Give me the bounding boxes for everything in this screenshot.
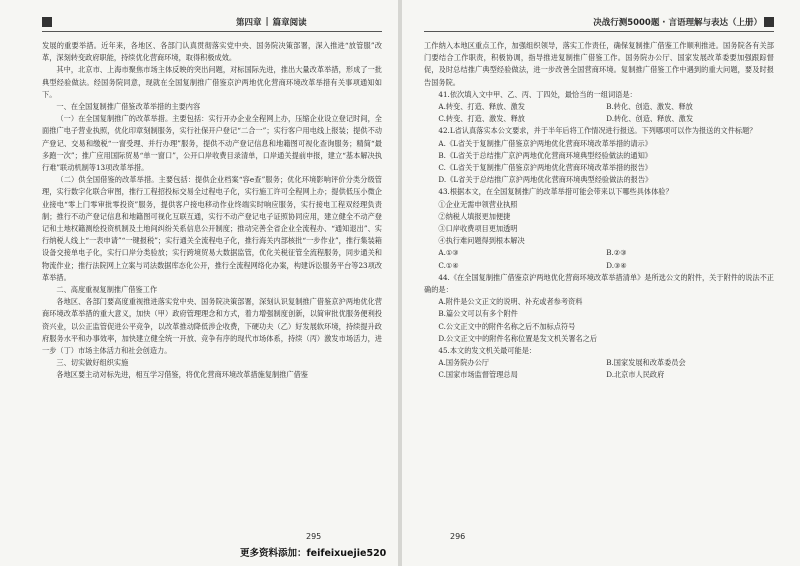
option-row [424,247,774,259]
option: D.北京市人民政府 [606,370,665,380]
question-stem: 42.L省认真落实本公文要求，并于半年后将工作情况进行报送。下列哪项可以作为报送的文件标题？ [438,126,757,136]
footer-contact-text: 更多资料添加：feifeixuejie520 [240,548,387,559]
left-header-marker [42,14,52,30]
statement-item: ④执行难问题得到根本解决 [438,236,525,246]
option: D.③④ [606,260,627,270]
option: A.《L省关于复制推广借鉴京沪两地优化营商环境改革举措的请示》 [438,138,652,148]
section-heading: 二、高度重视复制推广借鉴工作 [56,285,158,295]
statement-item: ③口岸收费项目更加透明 [438,224,518,234]
section-heading: 三、切实做好组织实施 [56,358,129,368]
option: D.《L省关于总结推广京沪两地优化营商环境典型经验做法的报告》 [438,175,653,185]
question-stem: 43.根据本文，在全国复制推广的改革举措可能会带来以下哪些具体体验？ [438,187,673,197]
header-book-title: 决战行测5000题 · 言语理解与表达（上册） [593,18,762,28]
option: A.①③ [438,248,459,258]
right-page-body [424,40,774,382]
page-number: 295 [306,532,322,541]
left-page-body [42,40,382,382]
option-row [424,101,774,113]
option-row [424,113,774,125]
paragraph: 发展的重要举措。近年来，各地区、各部门认真贯彻落实党中央、国务院决策部署，深入推进“放管服”改革，深刻转变政府职能，持续优化营商环境，取得积极成效。 [42,41,382,63]
statement-item: ②纳税人填报更加便捷 [438,211,511,221]
option: B.国家发展和改革委员会 [606,358,686,368]
option: B.篇公文可以有多个附件 [438,309,518,319]
paragraph: 工作纳入本地区重点工作，加强组织领导，落实工作责任，确保复制推广借鉴工作顺利推进。国务院各有关部门要结合工作职责，积极协调，指导推进复制推广借鉴工作。国务院办公厅、国家发展改革委要加强跟踪督促，及时总结推广典型经验做法，进一步改善全国营商环境。复制推广借鉴工作中遇到的重大问题，要及时报告国务院。 [424,41,774,87]
question-stem: 41.依次填入文中甲、乙、丙、丁四处，最恰当的一组词语是： [438,89,637,99]
option: B.②③ [606,248,627,258]
header-rule [424,31,774,32]
right-header-marker [764,14,774,30]
right-header-title [424,14,762,30]
section-heading: 一、在全国复制推广借鉴改革举措的主要内容 [56,102,201,112]
option: B.《L省关于总结推广京沪两地优化营商环境典型经验做法的通知》 [438,150,652,160]
right-page [402,0,800,566]
option-row [424,260,774,272]
option: A.转变、打造、释放、激发 [438,102,525,112]
paragraph: 其中，北京市、上海市聚焦市场主体反映的突出问题，对标国际先进，推出大量改革举措，形成了一批典型经验做法。经国务院同意，现就在全国复制推广借鉴京沪两地优化营商环境改革举措有关事项通知如下。 [42,65,382,99]
option: B.转化、创造、激发、释放 [606,102,693,112]
option-row [424,357,774,369]
square-marker-icon [764,17,774,27]
question-stem: 44.《在全国复制推广借鉴京沪两地优化营商环境改革举措清单》是所选公文的附件，关于附件的说法不正确的是： [424,272,774,295]
option: C.国家市场监督管理总局 [438,370,518,380]
paragraph: （二）供全国借鉴的改革举措。主要包括：提供企业档案“容e查”服务；优化环境影响评价分类分级管理，实行数字化联合审图，推行工程招投标交易全过程电子化，实行施工许可全程网上办；提供低压小微企业接电“零上门零审批零投资”服务，提供客户接电移动作业终端实时响应服务，实行接电工程双经理负责制；推行不动产登记信息和地籍图可视化互联互通，实行不动产登记电子证照协同应用，建立健全不动产登记和土地权籍测绘投资机制及土地间纠纷关系信息公开制度；推动完善全省企业全流程办、“通知退出”、实行纳税人线上“一表申请”“一键报税”；实行通关全流程电子化，推行海关内部核批“一步作业”，推行集装箱设备交接单电子化，实行口岸分类验放；实行跨境贸易大数据监管，优化关税征管全流程服务，同步通关和物流作业；推行法院网上立案与司法数据库态化公开，推行全流程网络化办案，构建诉讼服务平台等23项改革举措。 [42,175,382,282]
option-row [424,369,774,381]
page-number: 296 [450,532,466,541]
option: C.《L省关于复制推广借鉴京沪两地优化营商环境改革举措的报告》 [438,163,652,173]
square-marker-icon [42,17,52,27]
option: D.转化、创造、释放、激发 [606,114,694,124]
left-page [0,0,398,566]
paragraph: 各地区要主动对标先进，相互学习借鉴，将优化营商环境改革措施复制推广借鉴 [56,370,308,380]
option: C.公文正文中的附件名称之后不加标点符号 [438,321,576,331]
header-rule [42,31,382,32]
option: C.转变、打造、激发、释放 [438,114,525,124]
paragraph: （一）在全国复制推广的改革举措。主要包括：实行开办企业全程网上办，压缩企业设立登记时间，全面推广电子营业执照，优化印章刻制服务，实行社保开户登记“二合一”；实行客户用电线上报装；提供不动产登记、交易和缴税“一窗受理、并行办理”服务，提供不动产登记信息和地籍图可视化查询服务；精简“最多跑一次”；推广应用国际贸易“单一窗口”，公开口岸收费目录清单，口岸通关提前申报，建立“基本解决执行难”联动机制等13项改革举措。 [42,114,382,173]
option: D.公文正文中的附件名称位置是发文机关署名之后 [438,333,598,343]
header-section: 篇章阅读 [272,18,307,28]
option: A.国务院办公厅 [438,358,489,368]
question-stem: 45.本文的发文机关最可能是： [438,346,537,356]
paragraph: 各地区、各部门要高度重视推进落实党中央、国务院决策部署，深刻认识复制推广借鉴京沪两地优化营商环境改革举措的重大意义，加快（甲）政府管理理念和方式，着力增强制度创新，以简审批优服务便利投资兴业，以公正监管促进公平竞争，以改革推动降低涉企收费，下硬功夫（乙）好发展软环境，持续提升政府服务水平和办事效率，加快建立健全统一开放、竞争有序的现代市场体系，持续（丙）激发市场活力，进一步（丁）市场主体活力和社会创造力。 [42,297,382,356]
left-header-title: 第四章 | 篇章阅读 [236,17,307,28]
statement-item: ①企业无需申领营业执照 [438,199,518,209]
option: A.附件是公文正文的说明、补充或者参考资料 [438,297,583,307]
option: C.①④ [438,260,459,270]
header-chapter: 第四章 [236,18,262,28]
